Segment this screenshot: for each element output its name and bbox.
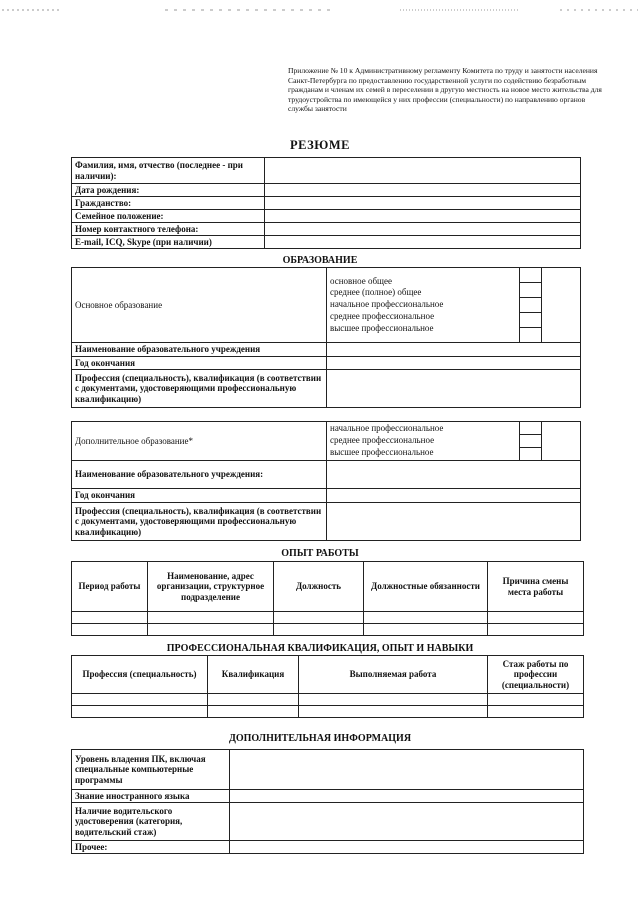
- phone-label: Номер контактного телефона:: [72, 223, 265, 236]
- personal-data-table: [71, 157, 581, 249]
- graduation-year2-label: Год окончания: [72, 489, 327, 503]
- table-row: [72, 612, 584, 624]
- additional-education-options: [327, 422, 520, 461]
- option-add-higher-prof: высшее профессиональное: [330, 446, 434, 457]
- exp-header-organization: Наименование, адрес организации, структурное подразделение: [148, 562, 274, 612]
- profession-label: Профессия (специальность), квалификация (в соответствии с документами, удостоверяющими профессиональную квалификацию): [72, 370, 327, 408]
- table-row: [72, 624, 584, 636]
- other-field[interactable]: [230, 841, 584, 854]
- institution-label: Наименование образовательного учреждения: [72, 343, 327, 357]
- skills-header-work: Выполняемая работа: [299, 656, 488, 694]
- citizenship-label: Гражданство:: [72, 197, 265, 210]
- additional-info-table: [71, 749, 584, 854]
- driver-license-label: Наличие водительского удостоверения (категория, водительский стаж): [72, 803, 230, 841]
- graduation-year-label: Год окончания: [72, 357, 327, 370]
- checkbox-primary-prof[interactable]: [520, 298, 541, 313]
- graduation-year2-field[interactable]: [327, 489, 581, 503]
- driver-license-field[interactable]: [230, 803, 584, 841]
- email-field[interactable]: [265, 236, 581, 249]
- checkbox-higher-prof[interactable]: [520, 328, 541, 342]
- additional-info-title: ДОПОЛНИТЕЛЬНАЯ ИНФОРМАЦИЯ: [228, 733, 412, 744]
- appendix-note: Приложение № 10 к Административному регламенту Комитета по труду и занятости населения Санкт-Петербурга по предоставлению государственной услуги по содействию безработным гражданам и членам их семей в переселении в другую местность на новое место жительства для трудоустройства по имеющейся у них профессии (специальности) по направлению органов службы занятости: [288, 66, 602, 114]
- institution2-field[interactable]: [327, 461, 581, 489]
- pc-skills-label: Уровень владения ПК, включая специальные компьютерные программы: [72, 750, 230, 790]
- basic-education-options: [327, 268, 520, 343]
- education-title: ОБРАЗОВАНИЕ: [282, 255, 358, 266]
- skills-table: [71, 655, 584, 718]
- document-title: РЕЗЮМЕ: [290, 138, 350, 152]
- profession-field[interactable]: [327, 370, 581, 408]
- skills-title: ПРОФЕССИОНАЛЬНАЯ КВАЛИФИКАЦИЯ, ОПЫТ И НАВЫКИ: [166, 643, 474, 654]
- table-row: [72, 706, 584, 718]
- skills-header-profession: Профессия (специальность): [72, 656, 208, 694]
- birth-date-field[interactable]: [265, 184, 581, 197]
- skills-header-qualification: Квалификация: [208, 656, 299, 694]
- institution2-label: Наименование образовательного учреждения:: [72, 461, 327, 489]
- checkbox-add-higher-prof[interactable]: [520, 448, 541, 460]
- foreign-language-field[interactable]: [230, 790, 584, 803]
- pc-skills-field[interactable]: [230, 750, 584, 790]
- option-add-primary-prof: начальное профессиональное: [330, 423, 444, 434]
- birth-date-label: Дата рождения:: [72, 184, 265, 197]
- checkbox-secondary-full[interactable]: [520, 283, 541, 298]
- option-primary-prof: начальное профессиональное: [330, 299, 444, 310]
- additional-education-label: Дополнительное образование*: [72, 422, 327, 461]
- full-name-field[interactable]: [265, 158, 581, 184]
- experience-title: ОПЫТ РАБОТЫ: [281, 548, 359, 559]
- citizenship-field[interactable]: [265, 197, 581, 210]
- table-row: [72, 694, 584, 706]
- email-label: E-mail, ICQ, Skype (при наличии): [72, 236, 265, 249]
- exp-header-position: Должность: [274, 562, 364, 612]
- profession2-field[interactable]: [327, 503, 581, 541]
- basic-education-checkboxes: [520, 268, 542, 343]
- experience-table: [71, 561, 584, 636]
- institution-field[interactable]: [327, 343, 581, 357]
- checkbox-add-secondary-prof[interactable]: [520, 435, 541, 448]
- graduation-year-field[interactable]: [327, 357, 581, 370]
- profession2-label: Профессия (специальность), квалификация (в соответствии с документами, удостоверяющими профессиональную квалификацию): [72, 503, 327, 541]
- exp-header-reason: Причина смены места работы: [488, 562, 584, 612]
- option-higher-prof: высшее профессиональное: [330, 322, 434, 333]
- phone-field[interactable]: [265, 223, 581, 236]
- exp-header-period: Период работы: [72, 562, 148, 612]
- full-name-label: Фамилия, имя, отчество (последнее - при наличии):: [72, 158, 265, 184]
- additional-education-checkboxes: [520, 422, 542, 461]
- option-secondary-prof: среднее профессиональное: [330, 310, 435, 321]
- option-secondary-full: среднее (полное) общее: [330, 287, 422, 298]
- marital-status-field[interactable]: [265, 210, 581, 223]
- basic-education-label: Основное образование: [72, 268, 327, 343]
- additional-education-table: [71, 421, 581, 541]
- option-basic-general: основное общее: [330, 275, 392, 286]
- checkbox-basic-general[interactable]: [520, 268, 541, 283]
- marital-status-label: Семейное положение:: [72, 210, 265, 223]
- exp-header-duties: Должностные обязанности: [364, 562, 488, 612]
- foreign-language-label: Знание иностранного языка: [72, 790, 230, 803]
- checkbox-add-primary-prof[interactable]: [520, 422, 541, 435]
- option-add-secondary-prof: среднее профессиональное: [330, 435, 435, 446]
- basic-education-table: [71, 267, 581, 408]
- checkbox-secondary-prof[interactable]: [520, 313, 541, 328]
- other-label: Прочее:: [72, 841, 230, 854]
- scan-artifact-line: [0, 7, 640, 13]
- skills-header-experience: Стаж работы по профессии (специальности): [488, 656, 584, 694]
